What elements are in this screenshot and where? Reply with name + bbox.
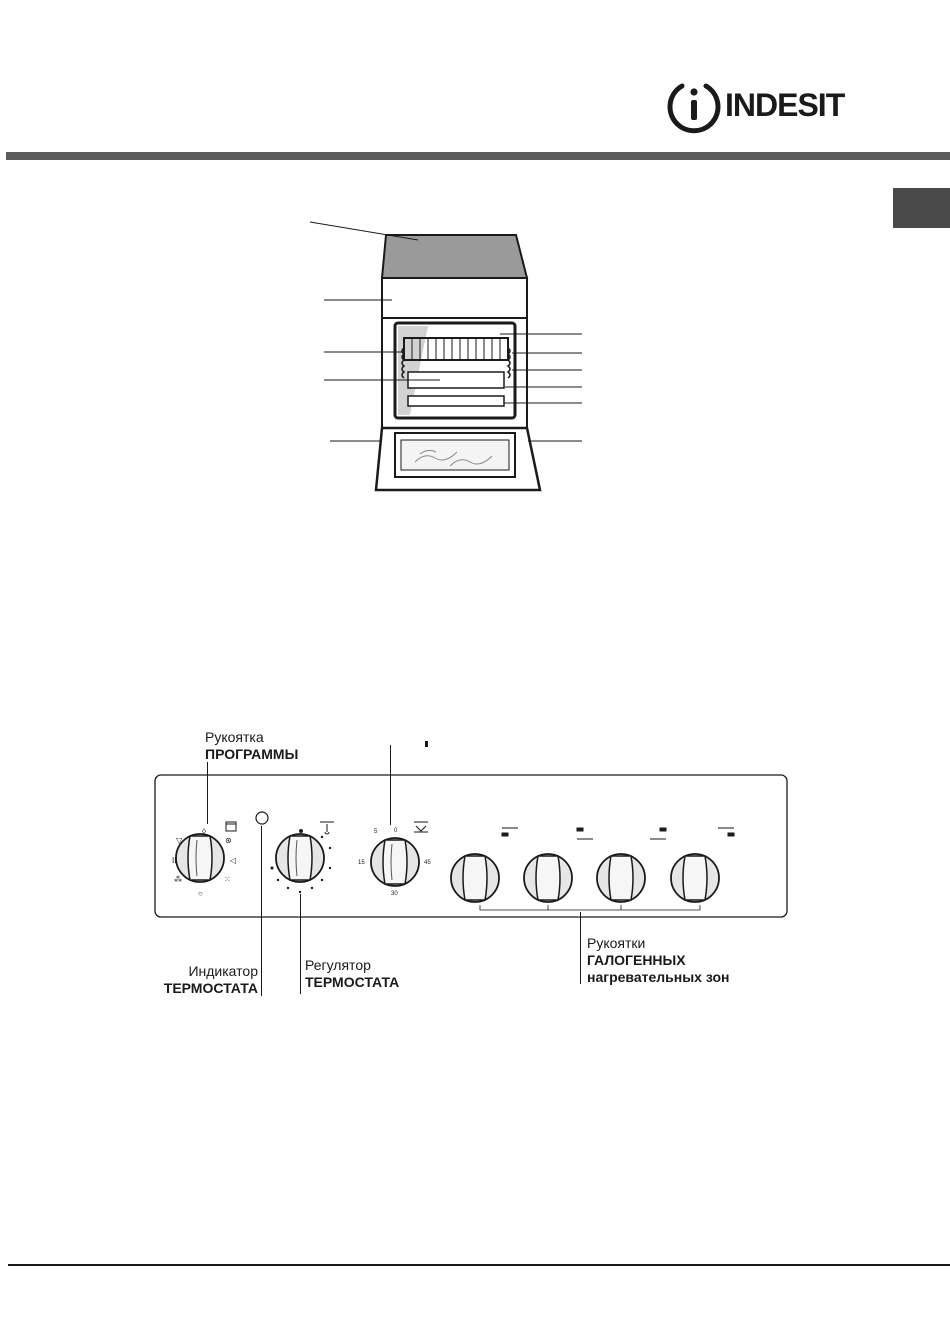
thermostat-regulator-label-line2: ТЕРМОСТАТА xyxy=(305,974,400,990)
svg-text:5: 5 xyxy=(374,829,378,835)
hob-knob-3 xyxy=(597,854,645,902)
hob-knob-1 xyxy=(451,854,499,902)
svg-text:0: 0 xyxy=(394,828,398,834)
halogen-knobs-label-line3: нагревательных зон xyxy=(587,969,730,985)
svg-text:30: 30 xyxy=(391,891,398,897)
brand-logo-text: INDESIT xyxy=(725,86,845,123)
header-rule xyxy=(6,152,950,160)
leader-indicator xyxy=(261,826,262,996)
footer-rule xyxy=(8,1264,950,1266)
svg-text:▽: ▽ xyxy=(176,836,183,845)
svg-text:⁙: ⁙ xyxy=(224,875,231,884)
svg-text:⊛: ⊛ xyxy=(225,836,232,845)
halogen-knobs-label-line2: ГАЛОГЕННЫХ xyxy=(587,952,686,968)
door-glass xyxy=(401,440,509,470)
svg-text:II: II xyxy=(172,856,177,865)
control-panel-illustration xyxy=(150,740,800,920)
halogen-knobs-label xyxy=(587,935,729,986)
brand-logo xyxy=(665,76,865,134)
thermostat-regulator-label-line1: Регулятор xyxy=(305,957,371,973)
svg-text:○: ○ xyxy=(198,889,203,898)
svg-text:◊: ◊ xyxy=(202,827,206,836)
leader-regulator xyxy=(300,894,301,994)
thermostat-indicator-label xyxy=(140,963,258,997)
leader-halogen xyxy=(580,912,581,984)
section-tab xyxy=(893,188,950,228)
thermostat-indicator-label-line1: Индикатор xyxy=(188,963,258,979)
oven-control-panel xyxy=(382,278,527,318)
hob-knob-2 xyxy=(524,854,572,902)
halogen-knobs-label-line1: Рукоятки xyxy=(587,935,646,951)
stray-mark xyxy=(425,741,428,747)
leader-program xyxy=(207,762,208,824)
thermostat-indicator-light xyxy=(256,812,268,824)
leader-timer xyxy=(390,745,391,825)
program-knob-label-line2: ПРОГРАММЫ xyxy=(205,746,299,762)
thermostat-knob xyxy=(276,834,324,882)
hob-knob-4 xyxy=(671,854,719,902)
svg-text:15: 15 xyxy=(358,860,365,866)
oven-floor xyxy=(408,396,504,406)
thermostat-regulator-label xyxy=(305,957,399,991)
timer-knob xyxy=(371,838,419,886)
oven-illustration xyxy=(300,210,600,500)
svg-text:◁: ◁ xyxy=(230,856,237,865)
indesit-power-logo-icon xyxy=(665,76,723,134)
program-knob xyxy=(176,834,224,882)
thermostat-indicator-label-line2: ТЕРМОСТАТА xyxy=(163,980,258,996)
svg-text:45: 45 xyxy=(424,860,431,866)
svg-text:⁂: ⁂ xyxy=(174,875,182,884)
oven-worktop xyxy=(382,235,527,278)
program-knob-label xyxy=(205,729,298,763)
program-knob-label-line1: Рукоятка xyxy=(205,729,264,745)
